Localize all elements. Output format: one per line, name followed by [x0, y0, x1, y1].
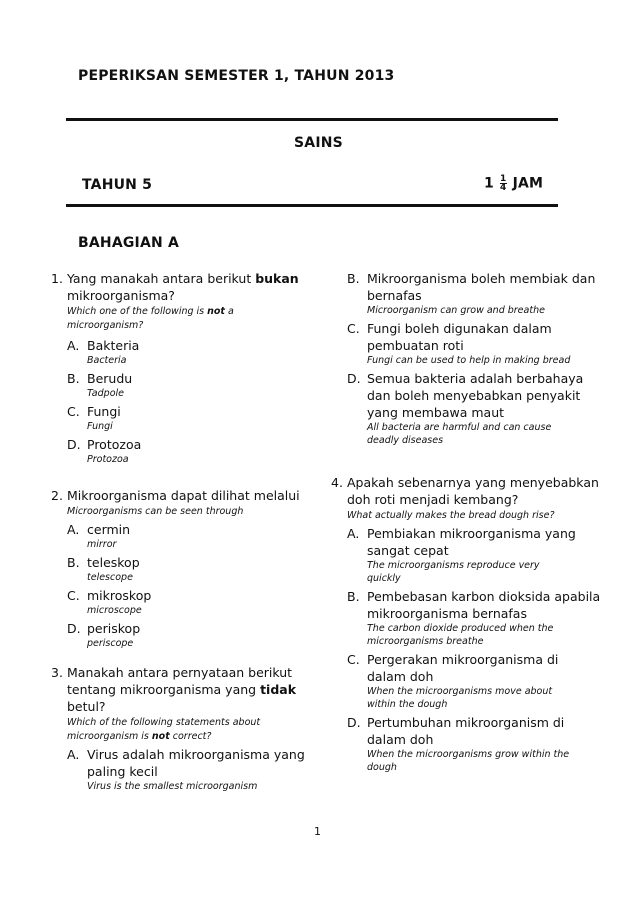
- q4-option-a[interactable]: A. Pembiakan mikroorganisma yang sangat cepat The microorganisms reproduce very quickly: [347, 526, 576, 584]
- q2-option-b[interactable]: B. teleskop telescope: [67, 555, 140, 583]
- q2-option-c[interactable]: C. mikroskop microscope: [67, 588, 152, 616]
- q2-stem: Mikroorganisma dapat dilihat melalui: [67, 488, 300, 503]
- q4-stem-line2: doh roti menjadi kembang?: [347, 492, 519, 507]
- q3-option-c[interactable]: C. Fungi boleh digunakan dalam pembuatan roti Fungi can be used to help in making bread: [347, 321, 571, 366]
- q3-option-d[interactable]: D. Semua bakteria adalah berbahaya dan boleh menyebabkan penyakit yang membawa maut All bacteria are harmful and can cause deadly diseases: [347, 371, 584, 446]
- q1-stem-english-line2: microorganism?: [67, 320, 144, 331]
- q1-stem-english: Which one of the following is not a: [67, 306, 234, 317]
- duration-label: [484, 175, 543, 192]
- q1-stem-line2: mikroorganisma?: [67, 288, 175, 303]
- q4-stem-line1: Apakah sebenarnya yang menyebabkan: [347, 475, 599, 490]
- q4-stem-english: What actually makes the bread dough rise?: [347, 510, 555, 521]
- exam-title: PEPERIKSAN SEMESTER 1, TAHUN 2013: [78, 68, 395, 84]
- q1-number: 1.: [51, 271, 63, 286]
- q2-option-d[interactable]: D. periskop periscope: [67, 621, 141, 649]
- question-4: [331, 474, 601, 774]
- q4-option-c[interactable]: C. Pergerakan mikroorganisma di dalam doh When the microorganisms move about within the dough: [347, 652, 559, 710]
- duration-fraction: [500, 175, 506, 192]
- q4-option-d[interactable]: D. Pertumbuhan mikroorganism di dalam doh When the microorganisms grow within the dough: [347, 715, 570, 773]
- q2-option-a[interactable]: A. cermin mirror: [67, 522, 131, 550]
- question-2: [51, 487, 311, 650]
- question-1: [51, 270, 311, 466]
- q3-stem-english-line2: microorganism is not correct?: [67, 731, 212, 742]
- question-3: [51, 664, 311, 793]
- q3-stem-line1: Manakah antara pernyataan berikut: [67, 665, 293, 680]
- section-title: BAHAGIAN A: [78, 235, 180, 251]
- duration-whole: 1: [484, 175, 494, 192]
- q4-number: 4.: [331, 475, 343, 490]
- q2-number: 2.: [51, 488, 63, 503]
- duration-numerator: 1: [500, 174, 507, 184]
- q3-stem-line2: tentang mikroorganisma yang tidak: [67, 682, 297, 697]
- q3-option-b[interactable]: B. Mikroorganisma boleh membiak dan bernafas Microorganism can grow and breathe: [347, 271, 596, 316]
- question-3-continued: [331, 270, 601, 447]
- duration-denominator: 4: [500, 183, 507, 193]
- header-rule-top: [66, 118, 558, 121]
- header-rule-bottom: [66, 204, 558, 207]
- subject-title: SAINS: [294, 135, 343, 151]
- page-number: 1: [314, 825, 321, 838]
- q3-stem-english-line1: Which of the following statements about: [67, 717, 261, 728]
- q1-stem: Yang manakah antara berikut bukan: [67, 271, 299, 286]
- duration-unit: JAM: [512, 175, 544, 192]
- q1-option-c[interactable]: C. Fungi Fungi: [67, 404, 121, 432]
- q3-option-a[interactable]: A. Virus adalah mikroorganisma yang paling kecil Virus is the smallest microorganism: [67, 747, 305, 792]
- q4-option-b[interactable]: B. Pembebasan karbon dioksida apabila mikroorganisma bernafas The carbon dioxide produced when the microorganisms breathe: [347, 589, 601, 647]
- q1-option-a[interactable]: A. Bakteria Bacteria: [67, 338, 140, 366]
- q1-option-b[interactable]: B. Berudu Tadpole: [67, 371, 133, 399]
- year-label: TAHUN 5: [82, 177, 153, 193]
- q1-option-d[interactable]: D. Protozoa Protozoa: [67, 437, 142, 465]
- q3-stem-line3: betul?: [67, 699, 106, 714]
- q3-number: 3.: [51, 665, 63, 680]
- q2-stem-english: Microorganisms can be seen through: [67, 506, 244, 517]
